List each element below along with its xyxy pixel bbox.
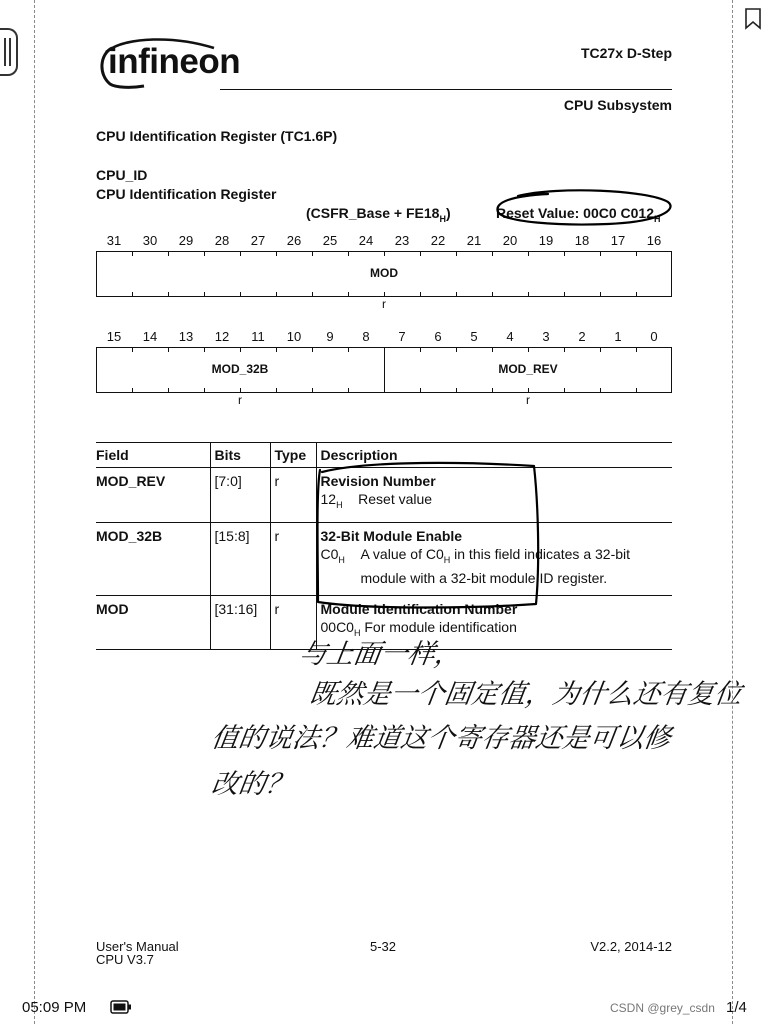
bit-tick [276,347,277,352]
bit-tick [636,388,637,393]
bit-tick [528,347,529,352]
bit-number: 8 [362,329,370,344]
bit-tick [600,388,601,393]
bookmark-icon[interactable] [744,8,762,30]
handwritten-circle-reset [488,188,678,228]
bit-tick [384,388,385,393]
row-bits: [7:0] [210,468,270,523]
bit-tick [564,292,565,297]
footer-manual: User's Manual [96,939,179,954]
bit-number: 7 [398,329,406,344]
desc-title: Module Identification Number [320,600,518,617]
bit-tick [528,292,529,297]
handwritten-box-description [310,452,546,614]
bit-number: 30 [142,233,158,248]
field-mod-access: r [382,297,386,311]
bit-tick [312,347,313,352]
bit-tick [168,347,169,352]
left-page-margin-line [34,0,35,1024]
bit-tick [168,251,169,256]
handwritten-note-line-3: 值的说法？难道这个寄存器还是可以修 [209,723,673,754]
bit-number: 17 [610,233,626,248]
bit-number: 4 [506,329,514,344]
reset-value-text: Reset Value: 00C0 C012 [496,205,654,221]
bit-tick [420,347,421,352]
handwritten-note-line-1: 与上面一样， [297,639,464,670]
bit-tick [312,251,313,256]
bit-tick [636,251,637,256]
sidebar-toggle-button[interactable] [0,28,18,76]
bit-tick [528,251,529,256]
desc-value: 00C0 [320,618,354,635]
row-type: r [270,595,316,650]
right-page-margin-line [732,0,733,1024]
handle-bar-icon [9,38,11,66]
field-mod: MOD [370,266,398,280]
bit-tick [348,347,349,352]
bit-tick [276,251,277,256]
desc-text: Reset value [358,491,433,507]
address-subscript: H [439,213,446,224]
bit-tick [276,292,277,297]
bit-number: 1 [614,329,622,344]
status-time: 05:09 PM [22,999,87,1016]
page-counter[interactable]: 1/4 [726,999,747,1016]
footer-page-number: 5-32 [370,939,397,954]
bit-tick [636,347,637,352]
bit-tick [240,251,241,256]
bit-tick [456,388,457,393]
header-rule [220,89,672,90]
desc-value: C0 [320,545,339,562]
bit-tick [492,388,493,393]
desc-text-sub: H [443,554,451,565]
bit-tick [456,292,457,297]
bit-tick [384,251,385,256]
desc-value-sub: H [336,499,343,510]
bit-tick [600,251,601,256]
bit-number: 28 [214,233,230,248]
bit-number: 29 [178,233,194,248]
bit-tick [564,347,565,352]
bit-number: 19 [538,233,554,248]
col-type: Type [270,443,316,468]
bit-tick [564,388,565,393]
bit-tick [348,388,349,393]
battery-icon [110,1000,132,1014]
bit-tick [204,347,205,352]
address-text: (CSFR_Base + FE18 [306,205,440,221]
bit-number: 3 [542,329,550,344]
bit-tick [456,347,457,352]
col-bits: Bits [210,443,270,468]
bit-tick [420,388,421,393]
bit-number: 2 [578,329,586,344]
bit-tick [204,292,205,297]
bit-number: 16 [646,233,662,248]
bit-number: 22 [430,233,446,248]
bit-tick [456,251,457,256]
bit-tick [132,292,133,297]
register-address [306,205,451,224]
handwritten-note-line-2: 既然是一个固定值，为什么还有复位 [307,679,744,710]
desc-value-sub: H [338,554,345,565]
register-long-name: CPU Identification Register [96,186,277,202]
col-description: Description [316,443,672,468]
bit-tick [168,292,169,297]
bit-number: 15 [106,329,122,344]
bit-tick [492,347,493,352]
section-name: CPU Subsystem [563,97,672,113]
field-mod-rev-access: r [526,393,530,407]
bit-tick [636,292,637,297]
col-field: Field [96,443,210,468]
footer-cpu-version: CPU V3.7 [96,952,154,967]
field-mod-32b: MOD_32B [211,362,269,376]
bit-number: 24 [358,233,374,248]
address-close: ) [445,205,451,221]
row-bits: [31:16] [210,595,270,650]
bit-number: 20 [502,233,518,248]
bit-number: 0 [650,329,658,344]
bit-number: 12 [214,329,230,344]
product-name: TC27x D-Step [580,45,672,61]
row-field: MOD_32B [96,522,210,595]
bit-tick [348,292,349,297]
bit-tick [132,251,133,256]
csdn-watermark: CSDN @grey_csdn [610,1001,715,1015]
desc-title: 32-Bit Module Enable [320,527,463,544]
bit-tick [312,388,313,393]
bit-tick [600,347,601,352]
bit-tick [204,388,205,393]
bit-number: 5 [470,329,478,344]
bit-tick [348,251,349,256]
bit-number: 25 [322,233,338,248]
bit-tick [312,292,313,297]
field-mod-rev: MOD_REV [498,362,558,376]
bit-tick [276,388,277,393]
bit-tick [420,292,421,297]
desc-value: 12 [320,491,337,507]
bit-number: 21 [466,233,482,248]
bit-tick [240,347,241,352]
bit-tick [600,292,601,297]
bit-number: 10 [286,329,302,344]
bit-number: 9 [326,329,334,344]
bit-number: 14 [142,329,158,344]
bit-number: 23 [394,233,410,248]
desc-text-continuation: module with a 32-bit module ID register. [360,569,608,586]
handle-bar-icon [4,38,6,66]
desc-text: in this field indicates a 32-bit [450,545,631,562]
bit-number: 31 [106,233,122,248]
bit-tick [204,251,205,256]
row-type: r [270,468,316,523]
footer-release: V2.2, 2014-12 [590,939,672,954]
field-mod-32b-access: r [238,393,242,407]
bit-tick [384,347,385,352]
bit-tick [132,347,133,352]
infineon-logo [96,34,241,90]
desc-value-sub: H [353,627,361,638]
row-field: MOD_REV [96,468,210,523]
bit-number: 26 [286,233,302,248]
bit-tick [132,388,133,393]
bit-number: 6 [434,329,442,344]
bit-tick [168,388,169,393]
desc-text: A value of C0 [360,545,444,562]
bit-number: 18 [574,233,590,248]
bit-number: 27 [250,233,266,248]
bit-number: 11 [251,329,265,344]
bit-tick [240,292,241,297]
bit-tick [564,251,565,256]
row-bits: [15:8] [210,522,270,595]
register-heading: CPU Identification Register (TC1.6P) [96,128,338,144]
logo-text: infineon [108,42,241,81]
row-type: r [270,522,316,595]
bit-tick [420,251,421,256]
row-field: MOD [96,595,210,650]
desc-text: For module identification [364,618,517,635]
handwritten-note-line-4: 改的？ [209,769,295,800]
register-short-name: CPU_ID [96,167,148,183]
desc-title: Revision Number [320,473,436,489]
bit-tick [492,251,493,256]
reset-value-subscript: H [653,213,661,224]
bit-number: 13 [178,329,194,344]
bit-tick [492,292,493,297]
